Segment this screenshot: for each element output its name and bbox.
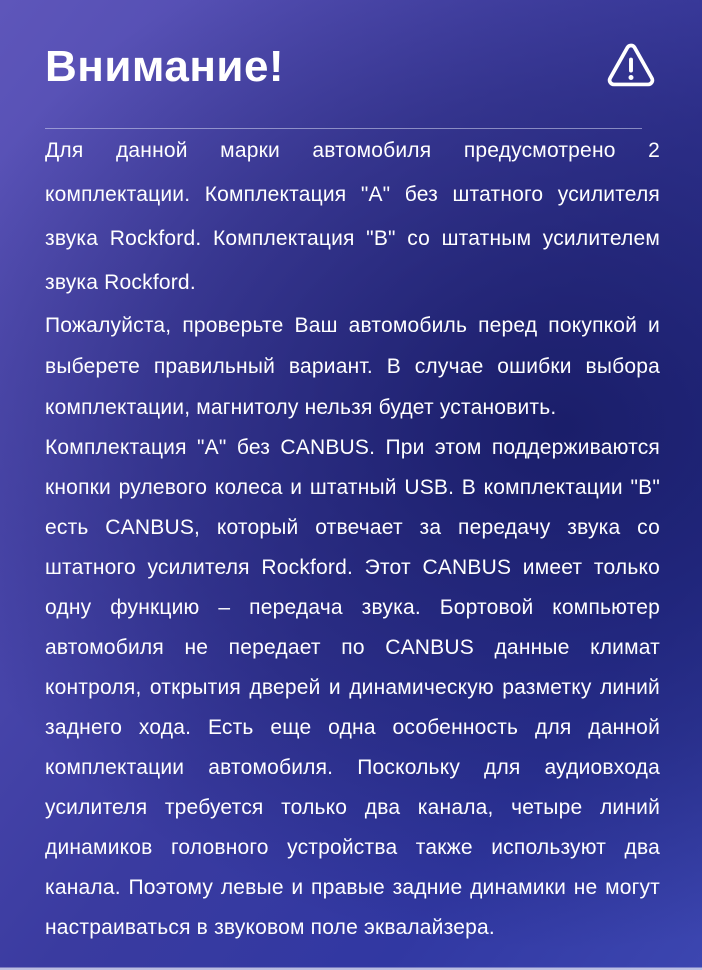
header [45,42,660,92]
page-title: Внимание! [45,42,285,91]
warning-triangle-icon [604,43,658,91]
paragraph-check-before-purchase: Пожалуйста, проверьте Ваш автомобиль перед покупкой и выберете правильный вариант. В случае ошибки выбора комплектации, магнитолу нельзя будет установить. [45,314,660,419]
paragraph-canbus-details: Комплектация "А" без CANBUS. При этом поддерживаются кнопки рулевого колеса и штатный USB. В комплектации "В" есть CANBUS, который отвечает за передачу звука со штатного усилителя Rockford. Этот CANBUS имеет только одну функцию – передача звука. Бортовой компьютер автомобиля не передает по CANBUS данные климат контроля, открытия дверей и динамическую разметку линий заднего хода. Есть еще одна особенность для данной комплектации автомобиля. Поскольку для аудиовхода усилителя требуется только два канала, четыре линий динамиков головного устройства также используют два канала. Поэтому левые и правые задние динамики не могут настраиваться в звуковом поле эквалайзера. [45,436,660,939]
paragraph-trim-levels: Для данной марки автомобиля предусмотрено 2 комплектации. Комплектация "А" без штатного усилителя звука Rockford. Комплектация "В" со штатным усилителем звука Rockford. [45,139,660,294]
body-text [45,129,660,948]
